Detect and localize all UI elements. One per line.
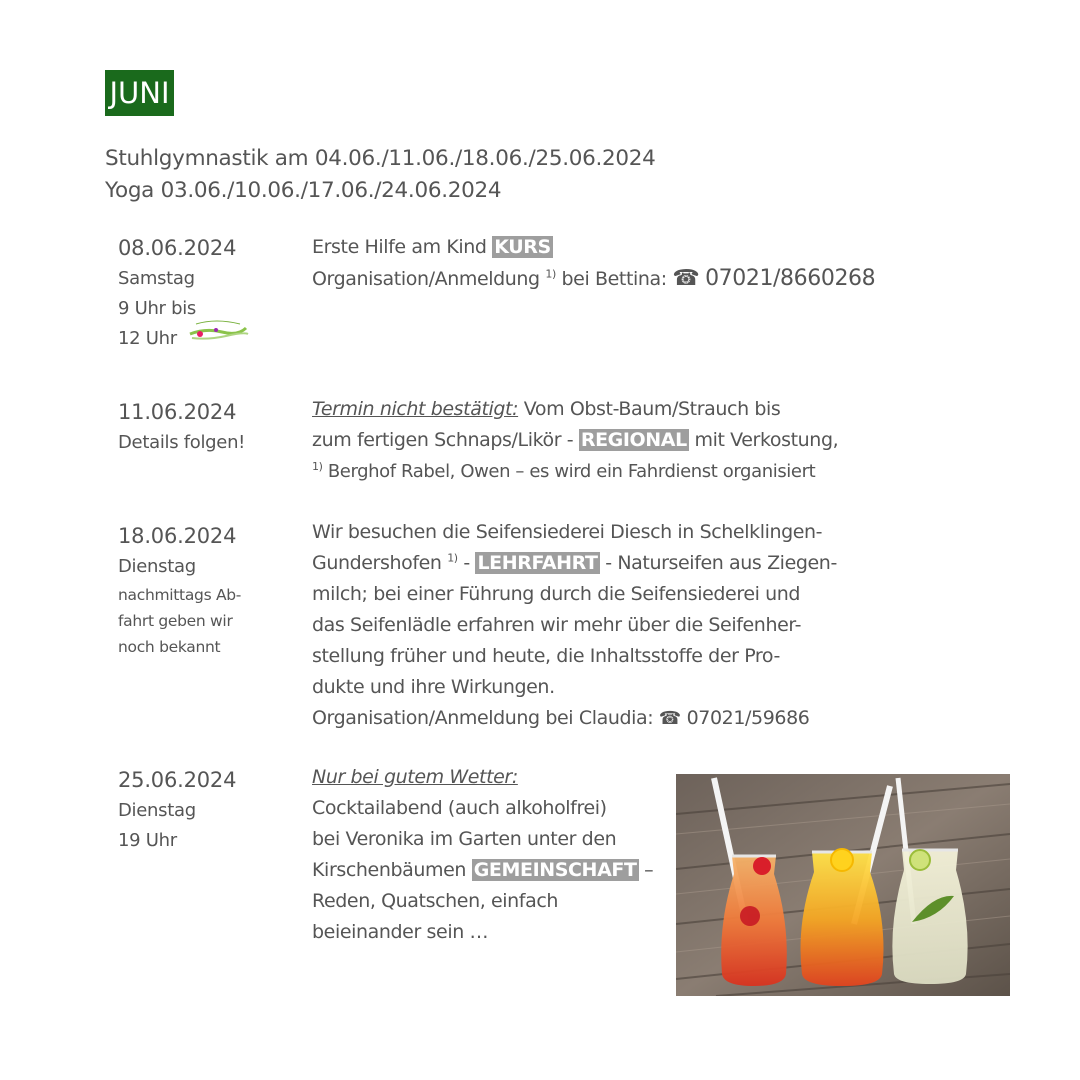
footnote-marker: 1) (447, 551, 458, 565)
event-time: 19 Uhr (118, 830, 177, 851)
club-logo-icon (186, 316, 250, 346)
event-3-date-block (118, 520, 241, 660)
event-date: 18.06.2024 (118, 524, 237, 548)
intro-line-stuhlgymnastik: Stuhlgymnastik am 04.06./11.06./18.06./25.06.2024 (105, 146, 656, 171)
event-text: Vom Obst-Baum/Strauch bis (523, 398, 781, 420)
event-time-start: 9 Uhr bis (118, 298, 196, 319)
weather-note: Nur bei gutem Wetter: (312, 766, 518, 788)
event-line: stellung früher und heute, die Inhaltsstoffe der Pro- (312, 645, 780, 667)
event-day: Dienstag (118, 800, 196, 821)
telephone-icon: ☎ (658, 708, 681, 729)
event-line (312, 855, 653, 886)
event-text: – (644, 859, 654, 881)
event-text: Kirschenbäumen (312, 859, 467, 881)
event-time-end-text: 12 Uhr (118, 328, 177, 349)
unconfirmed-note: Termin nicht bestätigt: (312, 398, 519, 420)
intro-line-yoga: Yoga 03.06./10.06./17.06./24.06.2024 (105, 178, 502, 203)
event-day: Details folgen! (118, 432, 246, 453)
event-text: zum fertigen Schnaps/Likör - (312, 429, 574, 451)
event-line-1 (312, 394, 838, 425)
event-title: Erste Hilfe am Kind (312, 236, 487, 258)
event-note-line: noch bekannt (118, 638, 221, 656)
event-1-details (312, 232, 875, 295)
footnote-marker: 1) (545, 267, 556, 281)
footnote-marker: 1) (312, 460, 323, 473)
event-2-date-block (118, 396, 245, 458)
event-text: Berghof Rabel, Owen – es wird ein Fahrdienst organisiert (327, 461, 816, 482)
event-line: das Seifenlädle erfahren wir mehr über die Seifenher- (312, 614, 802, 636)
event-4-date-block (118, 764, 236, 856)
event-text: - (463, 552, 470, 574)
event-line: Reden, Quatschen, einfach (312, 890, 559, 912)
phone-number: 07021/59686 (686, 707, 810, 729)
event-day: Samstag (118, 268, 195, 289)
contact-label: Organisation/Anmeldung bei Claudia: (312, 707, 654, 729)
event-note-line: fahrt geben wir (118, 612, 233, 630)
event-text: Gundershofen (312, 552, 442, 574)
telephone-icon: ☎ (672, 266, 700, 291)
cocktail-photo (676, 774, 1010, 996)
month-heading: JUNI (105, 70, 174, 116)
intro-text (105, 143, 656, 207)
event-date: 08.06.2024 (118, 236, 237, 260)
event-4-details (312, 762, 653, 948)
category-tag-kurs: KURS (494, 236, 551, 258)
event-line: dukte und ihre Wirkungen. (312, 676, 555, 698)
event-line: beieinander sein … (312, 921, 489, 943)
contact-person: bei Bettina: (561, 268, 667, 290)
event-note-line: nachmittags Ab- (118, 586, 242, 604)
contact-label: Organisation/Anmeldung (312, 268, 540, 290)
event-line: bei Veronika im Garten unter den (312, 828, 617, 850)
event-line-2 (312, 425, 838, 456)
event-date: 11.06.2024 (118, 400, 237, 424)
category-tag-gemeinschaft: GEMEINSCHAFT (473, 859, 637, 881)
event-line (312, 762, 653, 793)
category-tag-regional: REGIONAL (580, 429, 687, 451)
event-line: milch; bei einer Führung durch die Seifensiederei und (312, 583, 801, 605)
category-tag-lehrfahrt: LEHRFAHRT (477, 552, 598, 574)
phone-number: 07021/8660268 (705, 266, 876, 291)
event-text: mit Verkostung, (694, 429, 839, 451)
event-line-3 (312, 456, 838, 487)
event-text: - Naturseifen aus Ziegen- (605, 552, 837, 574)
event-line: Cocktailabend (auch alkoholfrei) (312, 797, 607, 819)
event-line (312, 548, 837, 579)
event-2-details (312, 394, 838, 487)
event-time-end (118, 324, 236, 354)
event-contact-line (312, 703, 837, 734)
event-title-line (312, 232, 875, 263)
event-contact-line (312, 263, 875, 295)
event-date: 25.06.2024 (118, 768, 237, 792)
event-1-date-block (118, 232, 236, 354)
event-3-details (312, 517, 837, 734)
event-line: Wir besuchen die Seifensiederei Diesch in Schelklingen- (312, 521, 823, 543)
event-day: Dienstag (118, 556, 196, 577)
